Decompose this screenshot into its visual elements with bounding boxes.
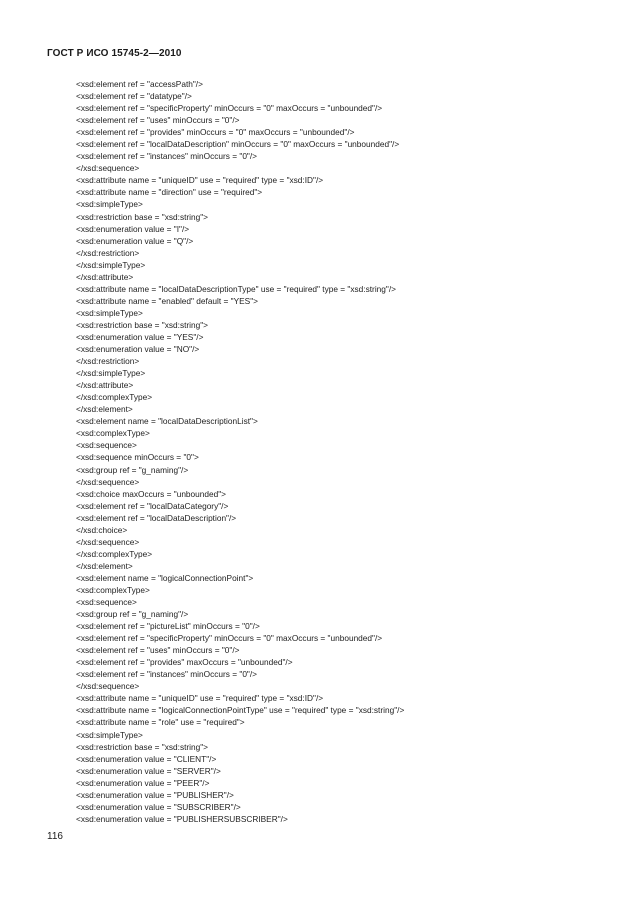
code-line: <xsd:enumeration value = "NO"/>: [76, 344, 200, 355]
code-line: </xsd:attribute>: [76, 271, 134, 282]
code-line: <xsd:sequence>: [76, 597, 137, 608]
code-line: </xsd:element>: [76, 404, 133, 415]
code-line: </xsd:element>: [76, 560, 133, 571]
code-line: <xsd:sequence minOccurs = "0">: [76, 452, 199, 463]
code-line: <xsd:restriction base = "xsd:string">: [76, 211, 209, 222]
code-line: </xsd:simpleType>: [76, 368, 146, 379]
code-line: <xsd:enumeration value = "I"/>: [76, 223, 190, 234]
code-line: <xsd:enumeration value = "CLIENT"/>: [76, 753, 217, 764]
code-line: </xsd:attribute>: [76, 380, 134, 391]
code-line: <xsd:attribute name = "direction" use = "required">: [76, 187, 263, 198]
code-line: </xsd:sequence>: [76, 163, 140, 174]
code-line: <xsd:element ref = "localDataDescription" minOccurs = "0" maxOccurs = "unbounded"/>: [76, 139, 400, 150]
page-header-standard-title: ГОСТ Р ИСО 15745-2—2010: [47, 48, 182, 59]
code-line: </xsd:complexType>: [76, 548, 153, 559]
code-line: <xsd:enumeration value = "PUBLISHERSUBSCRIBER"/>: [76, 813, 288, 824]
code-line: <xsd:restriction base = "xsd:string">: [76, 319, 209, 330]
code-line: <xsd:simpleType>: [76, 199, 143, 210]
code-line: <xsd:attribute name = "enabled" default = "YES">: [76, 295, 258, 306]
code-line: <xsd:element ref = "instances" minOccurs = "0"/>: [76, 669, 258, 680]
code-line: </xsd:complexType>: [76, 392, 153, 403]
code-line: <xsd:simpleType>: [76, 307, 143, 318]
code-line: <xsd:element ref = "uses" minOccurs = "0"/>: [76, 645, 240, 656]
code-line: <xsd:enumeration value = "Q"/>: [76, 235, 194, 246]
code-line: <xsd:enumeration value = "SERVER"/>: [76, 765, 221, 776]
page-number: 116: [47, 831, 63, 842]
code-line: </xsd:sequence>: [76, 536, 140, 547]
code-line: </xsd:sequence>: [76, 476, 140, 487]
code-line: </xsd:sequence>: [76, 681, 140, 692]
code-line: </xsd:simpleType>: [76, 259, 146, 270]
code-line: <xsd:attribute name = "role" use = "required">: [76, 717, 245, 728]
code-line: </xsd:restriction>: [76, 356, 140, 367]
code-line: <xsd:element ref = "localDataCategory"/>: [76, 500, 229, 511]
code-line: <xsd:element ref = "localDataDescription"/>: [76, 512, 237, 523]
code-line: <xsd:group ref = "g_naming"/>: [76, 609, 189, 620]
code-line: <xsd:element ref = "instances" minOccurs = "0"/>: [76, 151, 258, 162]
code-line: <xsd:restriction base = "xsd:string">: [76, 741, 209, 752]
xsd-code-block: [76, 78, 596, 825]
code-line: <xsd:element name = "logicalConnectionPoint">: [76, 572, 254, 583]
code-line: <xsd:element ref = "provides" minOccurs = "0" maxOccurs = "unbounded"/>: [76, 127, 355, 138]
code-line: <xsd:complexType>: [76, 584, 150, 595]
code-line: <xsd:sequence>: [76, 440, 137, 451]
code-line: <xsd:choice maxOccurs = "unbounded">: [76, 488, 227, 499]
code-line: <xsd:element ref = "specificProperty" minOccurs = "0" maxOccurs = "unbounded"/>: [76, 633, 383, 644]
code-line: <xsd:attribute name = "logicalConnectionPointType" use = "required" type = "xsd:string"/>: [76, 705, 405, 716]
code-line: <xsd:enumeration value = "YES"/>: [76, 331, 204, 342]
code-line: </xsd:choice>: [76, 524, 128, 535]
code-line: <xsd:element ref = "specificProperty" minOccurs = "0" maxOccurs = "unbounded"/>: [76, 103, 383, 114]
code-line: <xsd:element ref = "pictureList" minOccurs = "0"/>: [76, 621, 260, 632]
code-line: <xsd:simpleType>: [76, 729, 143, 740]
code-line: <xsd:enumeration value = "SUBSCRIBER"/>: [76, 801, 241, 812]
code-line: <xsd:enumeration value = "PEER"/>: [76, 777, 210, 788]
code-line: </xsd:restriction>: [76, 247, 140, 258]
code-line: <xsd:element ref = "datatype"/>: [76, 91, 192, 102]
code-line: <xsd:element name = "localDataDescriptionList">: [76, 416, 258, 427]
code-line: <xsd:element ref = "accessPath"/>: [76, 79, 203, 89]
code-line: <xsd:complexType>: [76, 428, 150, 439]
code-line: <xsd:element ref = "uses" minOccurs = "0"/>: [76, 115, 240, 126]
code-line: <xsd:attribute name = "localDataDescriptionType" use = "required" type = "xsd:string"/>: [76, 283, 396, 294]
code-line: <xsd:element ref = "provides" maxOccurs = "unbounded"/>: [76, 657, 293, 668]
code-line: <xsd:group ref = "g_naming"/>: [76, 464, 189, 475]
code-line: <xsd:attribute name = "uniqueID" use = "required" type = "xsd:ID"/>: [76, 693, 324, 704]
code-line: <xsd:attribute name = "uniqueID" use = "required" type = "xsd:ID"/>: [76, 175, 324, 186]
code-line: <xsd:enumeration value = "PUBLISHER"/>: [76, 789, 234, 800]
